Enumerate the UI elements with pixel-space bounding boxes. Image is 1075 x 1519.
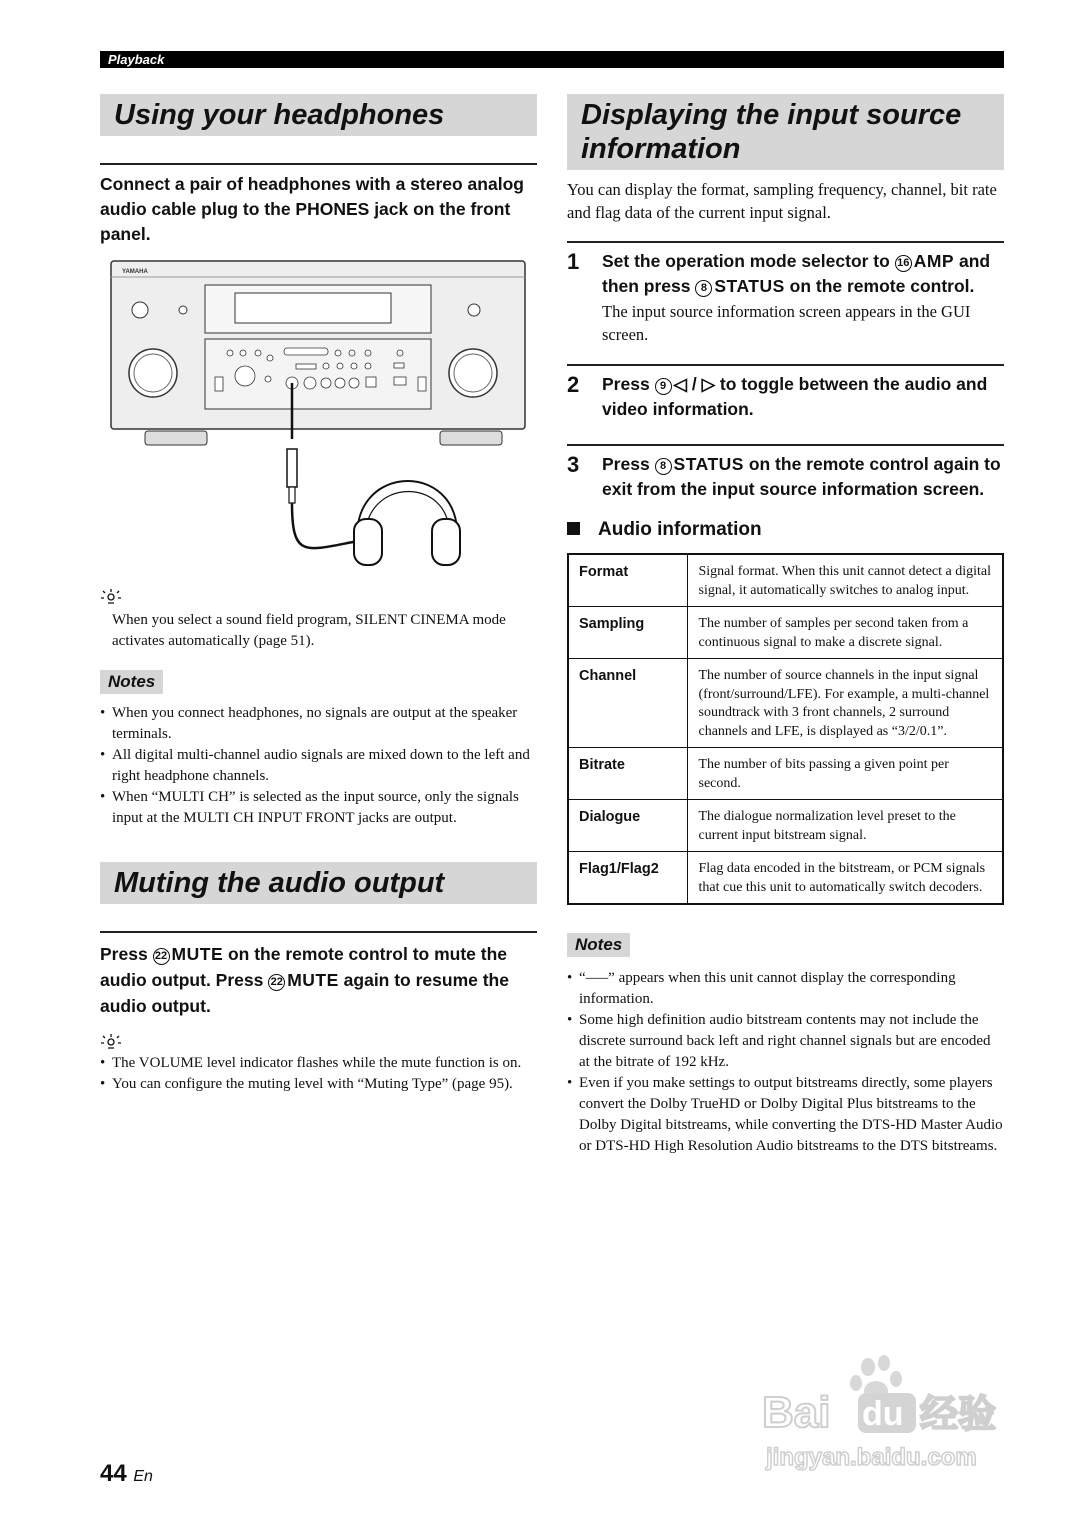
device-brand: YAMAHA [122, 269, 148, 275]
list-item: • All digital multi-channel audio signals are mixed down to the left and right headphone channels. [100, 745, 537, 787]
table-key: Channel [568, 659, 687, 748]
receiver-headphones-illustration [100, 259, 537, 589]
status-key: STATUS [714, 276, 785, 296]
step-1 [567, 249, 1004, 346]
table-row [568, 852, 1003, 905]
divider [567, 364, 1004, 366]
audio-info-heading: Audio information [567, 518, 1004, 542]
muting-title: Muting the audio output [100, 862, 537, 904]
step-number: 1 [567, 249, 580, 274]
table-key: Flag1/Flag2 [568, 852, 687, 905]
cursor-keys: ◁ / ▷ [673, 374, 716, 394]
list-item: • You can configure the muting level with “Muting Type” (page 95). [100, 1074, 537, 1095]
table-row [568, 659, 1003, 748]
tip-icon [100, 1033, 122, 1051]
table-key: Sampling [568, 607, 687, 659]
table-key: Bitrate [568, 748, 687, 800]
table-value: Flag data encoded in the bitstream, or PCM signals that cue this unit to automatically switch decoders. [687, 852, 1003, 905]
list-item: • “–––” appears when this unit cannot display the corresponding information. [567, 968, 1004, 1010]
muting-tips [100, 1053, 537, 1095]
svg-text:经验: 经验 [920, 1392, 997, 1436]
section-header-bar [100, 51, 1004, 68]
key-number-badge: 16 [895, 255, 912, 272]
amp-key: AMP [913, 251, 955, 271]
input-info-title: Displaying the input source information [567, 94, 1004, 170]
key-number-badge: 8 [695, 280, 712, 297]
step-3 [567, 452, 1004, 502]
right-column [567, 94, 1004, 1157]
table-value: The number of bits passing a given point per second. [687, 748, 1003, 800]
table-row [568, 800, 1003, 852]
svg-text:jingyan.baidu.com: jingyan.baidu.com [766, 1444, 977, 1471]
muting-lead: Press 22 MUTE on the remote control to mute the audio output. Press 22 MUTE again to resume the audio output. [100, 944, 509, 1016]
table-value: The number of source channels in the input signal (front/surround/LFE). For example, a multi-channel soundtrack with 3 front channels, 2 surround channels and LFE, is displayed as “3/2/0.1”. [687, 659, 1003, 748]
notes-label: Notes [567, 933, 630, 957]
table-row [568, 607, 1003, 659]
list-item: • Some high definition audio bitstream contents may not include the discrete surround back left and right channel signals but are encoded at the bitrate of 192 kHz. [567, 1010, 1004, 1073]
page-number: 44 En [100, 1460, 153, 1487]
table-value: The dialogue normalization level preset to the current input bitstream signal. [687, 800, 1003, 852]
audio-notes [567, 968, 1004, 1157]
step-number: 2 [567, 372, 580, 397]
tip-text: When you select a sound field program, SILENT CINEMA mode activates automatically (page 51). [112, 612, 506, 649]
step-instruction: Set the operation mode selector to 16 AMP and then press 8 STATUS on the remote control. [602, 251, 991, 296]
step-2 [567, 372, 1004, 422]
step-number: 3 [567, 452, 580, 477]
audio-info-table [567, 553, 1004, 905]
mute-key: MUTE [171, 944, 224, 964]
tip-icon [100, 588, 122, 606]
table-key: Format [568, 554, 687, 607]
table-row [568, 554, 1003, 607]
list-item: • The VOLUME level indicator flashes while the mute function is on. [100, 1053, 537, 1074]
key-number-badge: 8 [655, 458, 672, 475]
table-row [568, 748, 1003, 800]
divider [100, 931, 537, 933]
step-instruction: Press 9 ◁ / ▷ to toggle between the audio and video information. [602, 374, 988, 419]
key-number-badge: 9 [655, 378, 672, 395]
list-item: • When “MULTI CH” is selected as the input source, only the signals input at the MULTI CH INPUT FRONT jacks are output. [100, 787, 537, 829]
headphones-lead: Connect a pair of headphones with a stereo analog audio cable plug to the PHONES jack on the front panel. [100, 174, 524, 244]
table-value: Signal format. When this unit cannot detect a digital signal, it automatically switches to analog input. [687, 554, 1003, 607]
notes-label: Notes [100, 670, 163, 694]
page-language: En [133, 1468, 153, 1485]
baidu-watermark-logo [760, 1355, 1010, 1475]
list-item: • Even if you make settings to output bitstreams directly, some players convert the Dolby TrueHD or Dolby Digital Plus bitstreams to the Dolby Digital bitstreams, while converting the DTS-HD Master Audio or DTS-HD High Resolution Audio bitstreams to the DTS bitstreams. [567, 1073, 1004, 1157]
key-number-badge: 22 [268, 974, 285, 991]
status-key: STATUS [673, 454, 744, 474]
table-value: The number of samples per second taken from a continuous signal to make a discrete signal. [687, 607, 1003, 659]
step-instruction: Press 8 STATUS on the remote control again to exit from the input source information screen. [602, 454, 1001, 499]
svg-text:du: du [862, 1395, 904, 1433]
table-key: Dialogue [568, 800, 687, 852]
divider [567, 241, 1004, 243]
headphones-notes [100, 703, 537, 829]
step-description: The input source information screen appears in the GUI screen. [602, 302, 971, 344]
square-bullet-icon [567, 522, 580, 535]
svg-text:Bai: Bai [762, 1388, 831, 1437]
left-column [100, 94, 537, 1095]
section-label: Playback [108, 52, 165, 67]
list-item: • When you connect headphones, no signals are output at the speaker terminals. [100, 703, 537, 745]
divider [100, 163, 537, 165]
mute-key: MUTE [287, 970, 339, 990]
intro-text: You can display the format, sampling frequency, channel, bit rate and flag data of the current input signal. [567, 180, 997, 222]
divider [567, 444, 1004, 446]
headphones-title: Using your headphones [100, 94, 537, 136]
key-number-badge: 22 [153, 948, 170, 965]
